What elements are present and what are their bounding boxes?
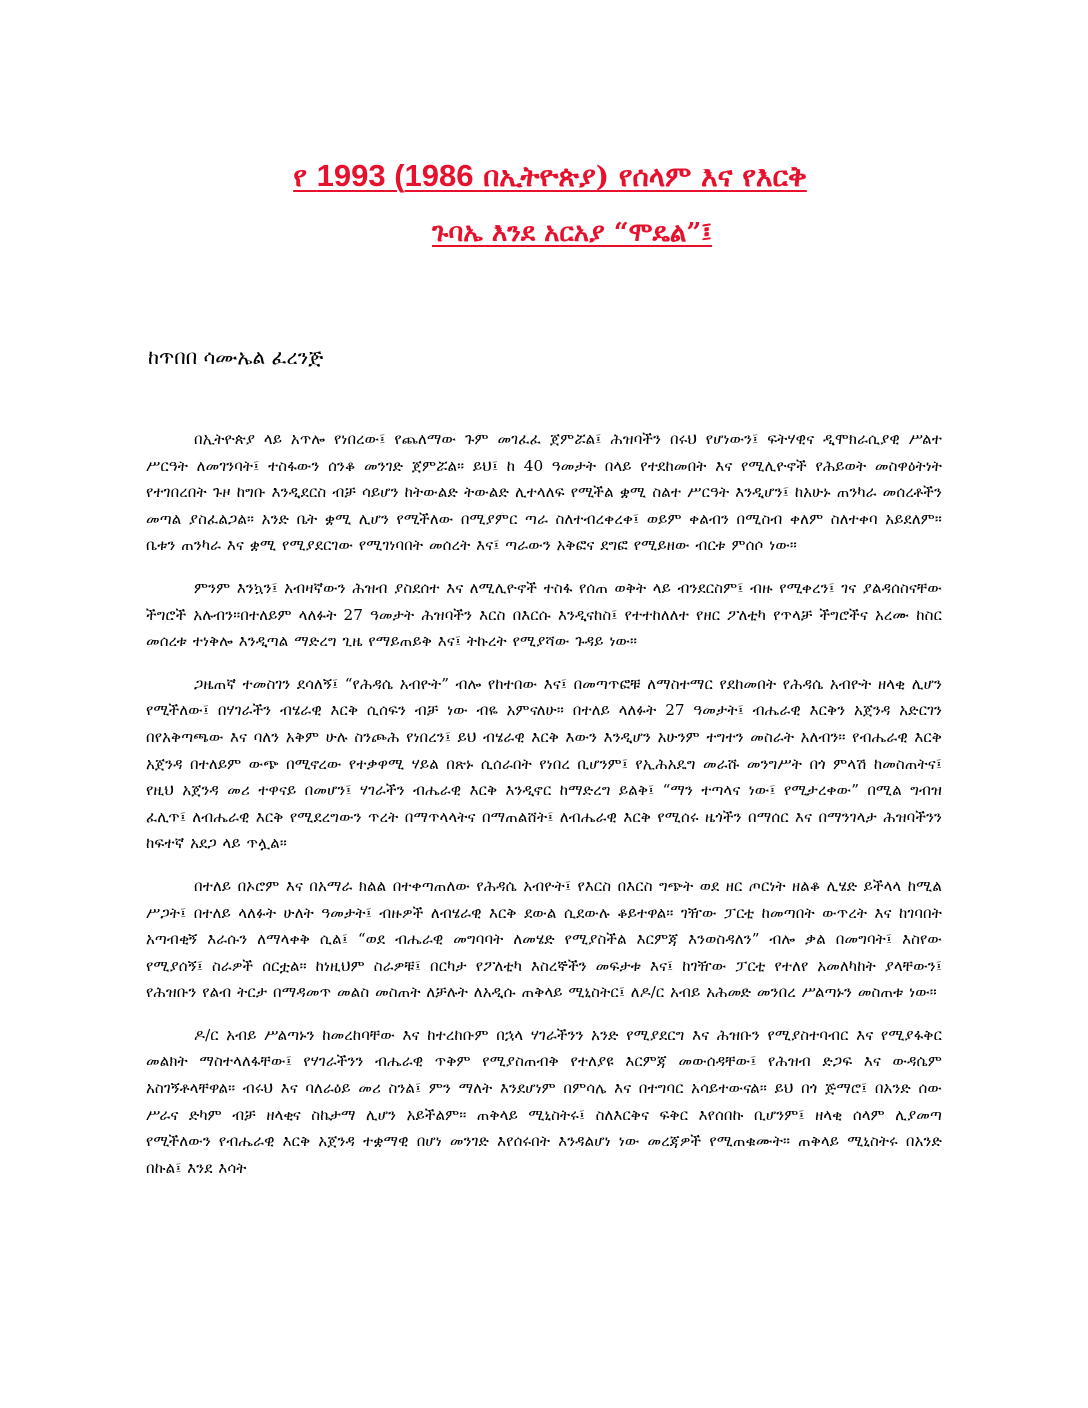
document-title-line1 <box>0 158 1088 194</box>
title-year-1993: 1993 <box>316 158 386 193</box>
title-prefix: የ <box>293 160 317 193</box>
title-paren-open: ( <box>385 158 405 193</box>
body-paragraph-5: ዶ/ር አብይ ሥልጣኑን ከመረከባቸው እና ከተረከቡም በኋላ ሃገራችንን አንድ የሚያደርግ እና ሕዝቡን የሚያስተባብር እና የሚያፋቅር መልክት ማስተላለፋቸው፤ የሃገራችንን ብሔራዊ ጥቅም የሚያስጠብቅ የተለያዩ እርምጃ መውሰዳቸው፤ የሕዝብ ድጋፍ እና ውዳሴም አስገኝቶላቸዋል። ብሩህ እና ባለራዕይ መሪ ስንል፤ ምን ማለት እንደሆነም በምሳሌ እና በተግባር አሳይተውናል። ይህ በጎ ጅማሮ፤ በአንድ ሰው ሥራና ድካም ብቻ ዘላቂና ስኬታማ ሊሆን አይችልም። ጠቅላይ ሚኒስትሩ፤ ስለእርቅና ፍቅር እየሰበኩ ቢሆንም፤ ዘላቂ ሰላም ሊያመጣ የሚችለውን የብሔራዊ እርቅ አጀንዳ ተቋማዊ በሆነ መንገድ እየሰሩበት እንዳልሆነ ነው መረጃዎች የሚጠቁሙት። ጠቅላይ ሚኒስትሩ በአንድ በኩል፤ እንደ እሳት <box>146 1025 942 1177</box>
author-byline: ከጥበበ ሳሙኤል ፈረንጅ <box>148 345 324 369</box>
title-suffix: በኢትዮጵያ) የሰላም እና የእርቅ <box>473 160 807 193</box>
title-year-1986: 1986 <box>404 158 474 193</box>
document-title-line2: ጉባኤ እንደ አርአያ “ሞዴል”፤ <box>432 218 712 248</box>
body-paragraph-1: በኢትዮጵያ ላይ አጥሎ የነበረው፤ የጨለማው ጉም መገፈፈ ጀምሯል፤ ሕዝባችን በሩህ የሆነውን፤ ፍትሃዊና ዲሞክራሲያዊ ሥልተ ሥርዓት ለመገንባት፤ ተስፋውን ሰንቆ መንገድ ጀምሯል። ይህ፤ ከ 40 ዓመታት በላይ የተደከመበት እና የሚሊዮኖች የሕይወት መስዋዕትነት የተገበረበት ጉዞ ከግቡ እንዲደርስ ብቻ ሳይሆን ከትውልድ ትውልድ ሊተላለፍ የሚችል ቋሚ ስልተ ሥርዓት እንዲሆን፤ ከአሁኑ ጠንካራ መሰረቶችን መጣል ያስፈልጋል። አንድ ቤት ቋሚ ሊሆን የሚችለው በሚያምር ጣራ ስለተብረቀረቀ፤ ወይም ቀልብን በሚስብ ቀለም ስለተቀባ አይደለም። ቤቱን ጠንካራ እና ቋሚ የሚያደርገው የሚገነባበት መሰረት እና፤ ጣራውን አቅፎና ደግፎ የሚይዘው ብርቱ ምሰሶ ነው። <box>146 430 943 555</box>
body-paragraph-4: በተለይ በኦሮም እና በአማራ ክልል በተቀጣጠለው የሕዳሴ አብዮት፤ የእርስ በእርስ ግጭት ወደ ዘር ጦርነት ዘልቆ ሊሄድ ይችላላ ከሚል ሥጋት፤ በተለይ ላለፉት ሁለት ዓመታት፤ ብዙዎች ለብሄራዊ እርቅ ደውል ሲደውሉ ቆይተዋል። ገዥው ፓርቲ ከመጣበት ውጥረት እና ከገባበት አጣብቂኝ እራሱን ለማላቀቅ ሲል፤ “ወደ ብሔራዊ መግባባት ለመሄድ የሚያስችል እርምጃ እንወስዳለን” ብሎ ቃል በመግባት፤ እስየው የሚያሰኝ፤ ስራዎች ሰርቷል። ከነዚህም ስራዎቹ፤ በርካታ የፖለቲካ እስረኞችን መፍታቱ እና፤ ከገዥው ፓርቲ የተለየ አመለካከት ያላቸውን፤ የሕዝቡን የልብ ትርታ በማዳመጥ መልስ መስጠት ለቻሉት ለአዲሱ ጠቅላይ ሚኒስትር፤ ለዶ/ር አብይ አሕመድ መንበረ ሥልጣኑን መስጠቱ ነው። <box>146 876 942 1002</box>
body-paragraph-2: ምንም እንኳን፤ አብዛኛውን ሕዝብ ያስደሰተ እና ለሚሊዮኖች ተስፋ የሰጠ ወቅት ላይ ብንደርስም፤ ብዙ የሚቀረን፤ ገና ያልዳሰስናቸው ችግሮች አሉብን።በተለይም ላለፉት 27 ዓመታት ሕዝባችን እርስ በእርሱ እንዲናከስ፤ የተተከለለተ የዘር ፖለቲካ የጥላቻ ችግሮችና አረሙ ከስር መሰረቱ ተነቅሎ እንዲጣል ማድረግ ጊዜ የማይጠይቅ እና፤ ትኩረት የሚያሻው ጉዳይ ነው። <box>146 578 942 651</box>
body-paragraph-3: ጋዜጠኛ ተመስገን ደሳለኝ፤ “የሕዳሴ አብዮት” ብሎ የከተበው እና፤ በመጣጥፎቹ ለማስተማር የደከመበት የሕዳሴ አብዮት ዘላቂ ሊሆን የሚችለው፤ በሃገራችን ብሄራዊ እርቅ ሲሰፍን ብቻ ነው ብዬ አምናለሁ። በተለይ ላለፉት 27 ዓመታት፤ ብሔራዊ እርቅን አጀንዳ አድርገን በየአቅጣጫው እና ባለን አቅም ሁሉ ስንጮሕ የነበረን፤ ይህ ብሄራዊ እርቅ እውን እንዲሆን አሁንም ተግተን መስራት አለብን። የብሔራዊ እርቅ አጀንዳ በተለይም ውጭ በሚኖረው የተቃዋሚ ሃይል በጽኑ ሲሰራበት የነበረ ቢሆንም፤ የኢሕአዴግ መራሹ መንግሥት በጎ ምላሽ ከመስጠትና፤ የዚህ አጀንዳ መሪ ተዋናይ በመሆን፤ ሃገራችን ብሔራዊ እርቅ እንዲኖር ከማድረግ ይልቅ፤ “ማን ተጣላና ነው፤ የሚታረቀው” በሚል ግብዝ ፈሊጥ፤ ለብሔራዊ እርቅ የሚደረግውን ጥረት በማጥላላትና በማጠልሸት፤ ለብሔራዊ እርቅ የሚሰሩ ዜጎችን በማሰር እና በማንገላታ ሕዝባችንን ከፍተኛ አደጋ ላይ ጥሏል። <box>146 674 942 853</box>
document-body <box>146 426 942 1181</box>
